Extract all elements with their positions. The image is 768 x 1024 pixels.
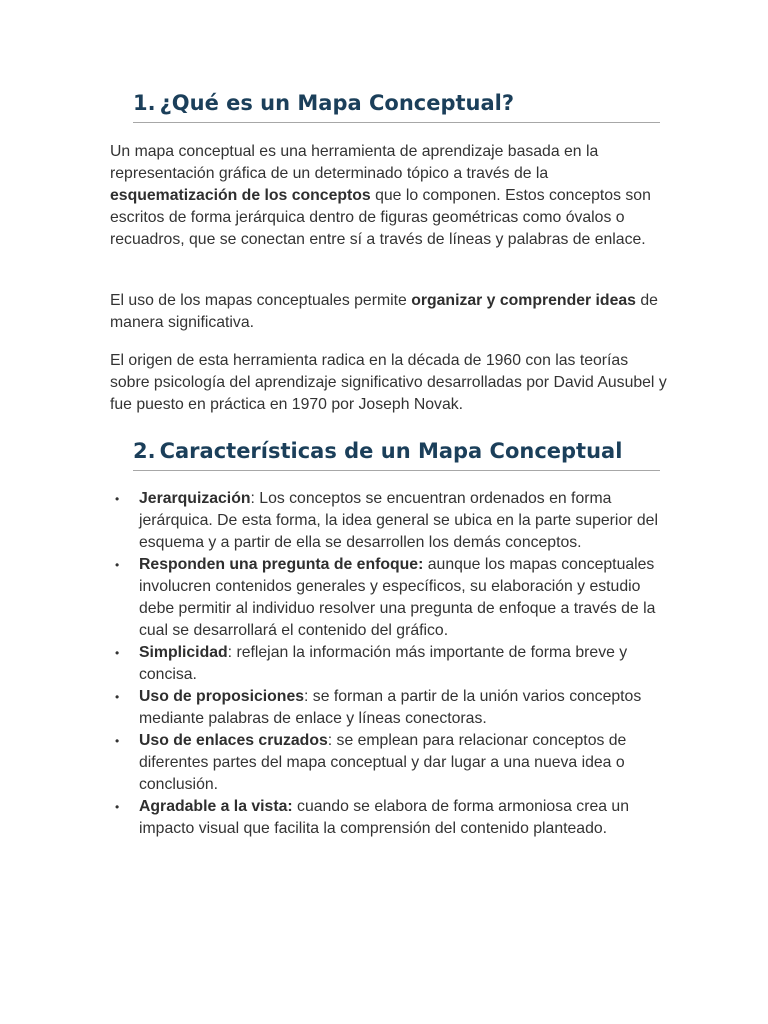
list-item-term: Jerarquización <box>139 490 251 507</box>
bullet-icon: • <box>115 492 120 506</box>
section-2-number: 2. <box>133 439 156 463</box>
section-1-paragraph-1 <box>110 141 670 251</box>
list-item-text: : se emplean para relacionar conceptos de diferentes partes del mapa conceptual y dar lugar a una nueva idea o conclusión. <box>139 732 627 793</box>
section-1-title: ¿Qué es un Mapa Conceptual? <box>159 91 515 115</box>
characteristics-list <box>110 488 670 840</box>
list-item-term: Agradable a la vista: <box>139 798 293 815</box>
section-1-paragraph-2 <box>110 290 670 334</box>
section-1-paragraph-3: El origen de esta herramienta radica en la década de 1960 con las teorías sobre psicología del aprendizaje significativo desarrolladas por David Ausubel y fue puesto en práctica en 1970 por Joseph Novak. <box>110 352 667 413</box>
section-2-title: Características de un Mapa Conceptual <box>159 439 623 463</box>
list-item-term: Uso de proposiciones <box>139 688 305 705</box>
list-item <box>110 554 670 642</box>
list-item <box>110 730 670 796</box>
paragraph-1-bold: esquematización de los conceptos <box>110 187 371 204</box>
list-item-text: cuando se elabora de forma armoniosa crea un impacto visual que facilita la comprensión del contenido planteado. <box>139 798 629 837</box>
paragraph-1-text-a: Un mapa conceptual es una herramienta de aprendizaje basada en la representación gráfica de un determinado tópico a través de la <box>110 143 599 182</box>
list-item <box>110 642 670 686</box>
paragraph-2-bold: organizar y comprender ideas <box>411 292 636 309</box>
bullet-icon: • <box>115 646 120 660</box>
list-item-term: Simplicidad <box>139 644 228 661</box>
list-item-text: : Los conceptos se encuentran ordenados en forma jerárquica. De esta forma, la idea general se ubica en la parte superior del esquema y a partir de ella se desarrollen los demás conceptos. <box>139 490 658 551</box>
section-1-number: 1. <box>133 91 156 115</box>
bullet-icon: • <box>115 690 120 704</box>
bullet-icon: • <box>115 558 120 572</box>
list-item-text: aunque los mapas conceptuales involucren contenidos generales y específicos, su elaboración y estudio debe permitir al individuo resolver una pregunta de enfoque a través de la cual se desarrollará el contenido del gráfico. <box>139 556 656 639</box>
list-item <box>110 686 670 730</box>
paragraph-1-text-b: que lo componen. Estos conceptos son escritos de forma jerárquica dentro de figuras geométricas como óvalos o recuadros, que se conectan entre sí a través de líneas y palabras de enlace. <box>110 187 651 248</box>
list-item <box>110 488 670 554</box>
paragraph-2-text-a: El uso de los mapas conceptuales permite <box>110 292 412 309</box>
section-1-heading <box>133 90 660 123</box>
bullet-icon: • <box>115 800 120 814</box>
paragraph-2-text-b: de manera significativa. <box>110 292 658 331</box>
section-2-heading <box>133 438 660 471</box>
bullet-icon: • <box>115 734 120 748</box>
list-item-text: : reflejan la información más importante de forma breve y concisa. <box>139 644 628 683</box>
list-item-term: Responden una pregunta de enfoque: <box>139 556 424 573</box>
list-item-text: : se forman a partir de la unión varios conceptos mediante palabras de enlace y líneas conectoras. <box>139 688 642 727</box>
list-item-term: Uso de enlaces cruzados <box>139 732 328 749</box>
list-item <box>110 796 670 840</box>
